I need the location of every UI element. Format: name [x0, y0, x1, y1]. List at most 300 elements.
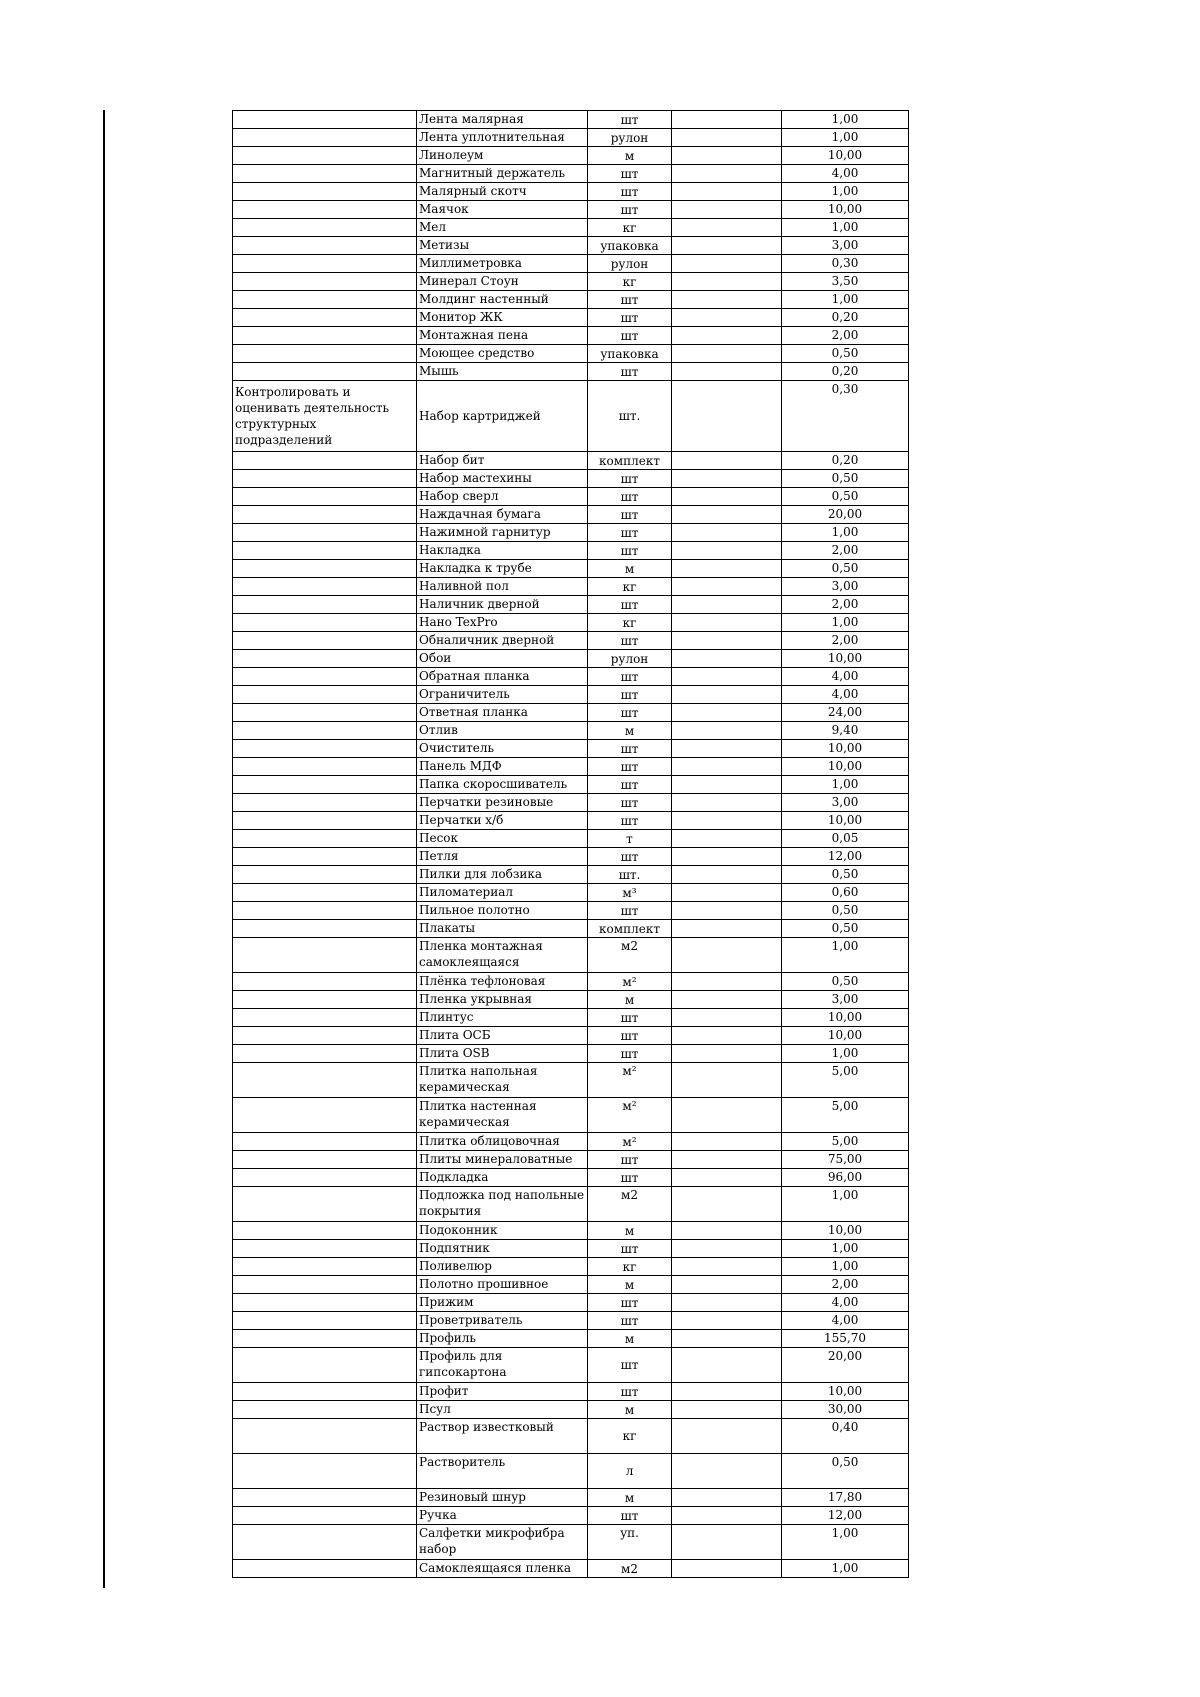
quantity-cell: 1,00 — [782, 291, 909, 309]
quantity-cell: 5,00 — [782, 1063, 909, 1098]
table-row — [233, 1330, 909, 1348]
empty-cell — [672, 991, 782, 1009]
material-name-cell: Минерал Стоун — [417, 273, 588, 291]
department-cell — [233, 147, 417, 165]
empty-cell — [672, 1098, 782, 1133]
material-name-cell: Нано TexPro — [417, 614, 588, 632]
department-cell — [233, 1330, 417, 1348]
table-row — [233, 1063, 909, 1098]
material-name-cell: Лента малярная — [417, 111, 588, 129]
material-name-cell: Резиновый шнур — [417, 1489, 588, 1507]
quantity-cell: 10,00 — [782, 1027, 909, 1045]
table-row — [233, 758, 909, 776]
department-cell — [233, 830, 417, 848]
unit-cell: шт — [588, 1151, 672, 1169]
quantity-cell: 10,00 — [782, 201, 909, 219]
empty-cell — [672, 183, 782, 201]
quantity-cell: 3,00 — [782, 237, 909, 255]
material-name-cell: Набор сверл — [417, 488, 588, 506]
empty-cell — [672, 1560, 782, 1578]
unit-cell: шт — [588, 740, 672, 758]
empty-cell — [672, 578, 782, 596]
table-row — [233, 1027, 909, 1045]
material-name-cell: Набор мастехины — [417, 470, 588, 488]
department-cell — [233, 1063, 417, 1098]
table-row — [233, 740, 909, 758]
quantity-cell: 1,00 — [782, 614, 909, 632]
empty-cell — [672, 1169, 782, 1187]
empty-cell — [672, 1330, 782, 1348]
unit-cell: м³ — [588, 884, 672, 902]
quantity-cell: 10,00 — [782, 758, 909, 776]
department-cell — [233, 291, 417, 309]
quantity-cell: 12,00 — [782, 1507, 909, 1525]
table-row — [233, 381, 909, 452]
unit-cell: м — [588, 1276, 672, 1294]
empty-cell — [672, 1419, 782, 1454]
material-name-cell: Профиль для гипсокартона — [417, 1348, 588, 1383]
table-row — [233, 524, 909, 542]
material-name-cell: Очиститель — [417, 740, 588, 758]
quantity-cell: 1,00 — [782, 1240, 909, 1258]
material-name-cell: Метизы — [417, 237, 588, 255]
unit-cell: шт — [588, 794, 672, 812]
unit-cell: шт — [588, 1294, 672, 1312]
material-name-cell: Плинтус — [417, 1009, 588, 1027]
unit-cell: м² — [588, 1133, 672, 1151]
material-name-cell: Моющее средство — [417, 345, 588, 363]
empty-cell — [672, 614, 782, 632]
empty-cell — [672, 1348, 782, 1383]
empty-cell — [672, 111, 782, 129]
table-row — [233, 1294, 909, 1312]
empty-cell — [672, 470, 782, 488]
department-cell — [233, 1312, 417, 1330]
quantity-cell: 1,00 — [782, 1560, 909, 1578]
material-name-cell: Пильное полотно — [417, 902, 588, 920]
table-row — [233, 488, 909, 506]
material-name-cell: Миллиметровка — [417, 255, 588, 273]
table-row — [233, 1401, 909, 1419]
unit-cell: шт — [588, 686, 672, 704]
unit-cell: шт — [588, 1383, 672, 1401]
unit-cell: шт — [588, 111, 672, 129]
empty-cell — [672, 740, 782, 758]
department-cell — [233, 1560, 417, 1578]
department-cell — [233, 273, 417, 291]
material-name-cell: Плиты минераловатные — [417, 1151, 588, 1169]
quantity-cell: 3,00 — [782, 578, 909, 596]
unit-cell: кг — [588, 614, 672, 632]
unit-cell: м² — [588, 1063, 672, 1098]
department-cell — [233, 1294, 417, 1312]
material-name-cell: Обои — [417, 650, 588, 668]
quantity-cell: 3,50 — [782, 273, 909, 291]
department-cell — [233, 1525, 417, 1560]
unit-cell: шт — [588, 488, 672, 506]
quantity-cell: 1,00 — [782, 1045, 909, 1063]
material-name-cell: Отлив — [417, 722, 588, 740]
table-row — [233, 1383, 909, 1401]
quantity-cell: 2,00 — [782, 327, 909, 345]
table-row — [233, 1525, 909, 1560]
department-cell — [233, 1383, 417, 1401]
quantity-cell: 4,00 — [782, 165, 909, 183]
unit-cell: шт — [588, 812, 672, 830]
unit-cell: рулон — [588, 255, 672, 273]
department-cell — [233, 327, 417, 345]
quantity-cell: 0,50 — [782, 902, 909, 920]
unit-cell: упаковка — [588, 237, 672, 255]
quantity-cell: 10,00 — [782, 650, 909, 668]
department-cell — [233, 991, 417, 1009]
department-cell — [233, 938, 417, 973]
department-cell — [233, 363, 417, 381]
material-name-cell: Пиломатериал — [417, 884, 588, 902]
table-row — [233, 183, 909, 201]
empty-cell — [672, 1027, 782, 1045]
empty-cell — [672, 255, 782, 273]
department-cell — [233, 506, 417, 524]
quantity-cell: 0,50 — [782, 920, 909, 938]
quantity-cell: 1,00 — [782, 524, 909, 542]
unit-cell: м² — [588, 1098, 672, 1133]
empty-cell — [672, 830, 782, 848]
material-name-cell: Подложка под напольные покрытия — [417, 1187, 588, 1222]
department-cell — [233, 596, 417, 614]
quantity-cell: 10,00 — [782, 812, 909, 830]
quantity-cell: 0,50 — [782, 345, 909, 363]
empty-cell — [672, 201, 782, 219]
quantity-cell: 1,00 — [782, 111, 909, 129]
unit-cell: шт — [588, 848, 672, 866]
material-name-cell: Псул — [417, 1401, 588, 1419]
department-cell — [233, 524, 417, 542]
unit-cell: шт — [588, 1009, 672, 1027]
material-name-cell: Молдинг настенный — [417, 291, 588, 309]
unit-cell: кг — [588, 273, 672, 291]
empty-cell — [672, 1312, 782, 1330]
unit-cell: м — [588, 147, 672, 165]
empty-cell — [672, 650, 782, 668]
department-cell — [233, 722, 417, 740]
table-row — [233, 1169, 909, 1187]
department-cell — [233, 1098, 417, 1133]
table-row — [233, 1098, 909, 1133]
table-row — [233, 1187, 909, 1222]
department-cell — [233, 219, 417, 237]
quantity-cell: 0,20 — [782, 309, 909, 327]
materials-table-body — [233, 111, 909, 1578]
table-row — [233, 470, 909, 488]
material-name-cell: Пленка укрывная — [417, 991, 588, 1009]
table-row — [233, 1222, 909, 1240]
quantity-cell: 10,00 — [782, 1383, 909, 1401]
table-row — [233, 1258, 909, 1276]
page-margin-line — [103, 110, 105, 1588]
department-cell — [233, 1027, 417, 1045]
table-row — [233, 686, 909, 704]
material-name-cell: Плита OSB — [417, 1045, 588, 1063]
empty-cell — [672, 165, 782, 183]
empty-cell — [672, 1151, 782, 1169]
quantity-cell: 2,00 — [782, 1276, 909, 1294]
material-name-cell: Раствор известковый — [417, 1419, 588, 1454]
quantity-cell: 20,00 — [782, 506, 909, 524]
empty-cell — [672, 1009, 782, 1027]
department-cell — [233, 255, 417, 273]
material-name-cell: Набор картриджей — [417, 381, 588, 452]
table-row — [233, 327, 909, 345]
quantity-cell: 75,00 — [782, 1151, 909, 1169]
material-name-cell: Проветриватель — [417, 1312, 588, 1330]
department-cell — [233, 776, 417, 794]
table-row — [233, 291, 909, 309]
material-name-cell: Плёнка тефлоновая — [417, 973, 588, 991]
unit-cell: м — [588, 991, 672, 1009]
material-name-cell: Малярный скотч — [417, 183, 588, 201]
quantity-cell: 9,40 — [782, 722, 909, 740]
empty-cell — [672, 722, 782, 740]
unit-cell: шт. — [588, 381, 672, 452]
department-cell — [233, 1151, 417, 1169]
department-cell — [233, 1401, 417, 1419]
empty-cell — [672, 1063, 782, 1098]
quantity-cell: 10,00 — [782, 1009, 909, 1027]
empty-cell — [672, 488, 782, 506]
unit-cell: шт — [588, 165, 672, 183]
table-row — [233, 902, 909, 920]
material-name-cell: Профит — [417, 1383, 588, 1401]
material-name-cell: Магнитный держатель — [417, 165, 588, 183]
material-name-cell: Накладка — [417, 542, 588, 560]
quantity-cell: 1,00 — [782, 219, 909, 237]
unit-cell: м2 — [588, 1560, 672, 1578]
quantity-cell: 1,00 — [782, 938, 909, 973]
table-row — [233, 866, 909, 884]
quantity-cell: 3,00 — [782, 991, 909, 1009]
empty-cell — [672, 219, 782, 237]
table-row — [233, 1507, 909, 1525]
department-cell — [233, 794, 417, 812]
table-row — [233, 147, 909, 165]
table-row — [233, 830, 909, 848]
unit-cell: кг — [588, 219, 672, 237]
material-name-cell: Подпятник — [417, 1240, 588, 1258]
table-row — [233, 560, 909, 578]
department-cell — [233, 740, 417, 758]
unit-cell: л — [588, 1454, 672, 1489]
table-row — [233, 1009, 909, 1027]
quantity-cell: 0,50 — [782, 488, 909, 506]
material-name-cell: Панель МДФ — [417, 758, 588, 776]
unit-cell: рулон — [588, 650, 672, 668]
quantity-cell: 20,00 — [782, 1348, 909, 1383]
table-row — [233, 722, 909, 740]
material-name-cell: Салфетки микрофибра набор — [417, 1525, 588, 1560]
empty-cell — [672, 938, 782, 973]
quantity-cell: 0,20 — [782, 363, 909, 381]
table-row — [233, 452, 909, 470]
quantity-cell: 0,40 — [782, 1419, 909, 1454]
empty-cell — [672, 1258, 782, 1276]
quantity-cell: 2,00 — [782, 632, 909, 650]
department-cell — [233, 1045, 417, 1063]
table-row — [233, 938, 909, 973]
table-row — [233, 1133, 909, 1151]
material-name-cell: Плитка настенная керамическая — [417, 1098, 588, 1133]
unit-cell: шт — [588, 902, 672, 920]
quantity-cell: 1,00 — [782, 1187, 909, 1222]
table-row — [233, 614, 909, 632]
department-cell — [233, 183, 417, 201]
table-row — [233, 255, 909, 273]
material-name-cell: Плитка напольная керамическая — [417, 1063, 588, 1098]
unit-cell: шт — [588, 1045, 672, 1063]
material-name-cell: Наливной пол — [417, 578, 588, 596]
unit-cell: комплект — [588, 920, 672, 938]
department-cell — [233, 111, 417, 129]
table-row — [233, 920, 909, 938]
table-row — [233, 1045, 909, 1063]
quantity-cell: 10,00 — [782, 740, 909, 758]
empty-cell — [672, 452, 782, 470]
empty-cell — [672, 273, 782, 291]
material-name-cell: Петля — [417, 848, 588, 866]
empty-cell — [672, 848, 782, 866]
quantity-cell: 3,00 — [782, 794, 909, 812]
table-row — [233, 973, 909, 991]
quantity-cell: 0,50 — [782, 560, 909, 578]
material-name-cell: Наличник дверной — [417, 596, 588, 614]
empty-cell — [672, 686, 782, 704]
quantity-cell: 1,00 — [782, 776, 909, 794]
empty-cell — [672, 309, 782, 327]
material-name-cell: Плита ОСБ — [417, 1027, 588, 1045]
material-name-cell: Накладка к трубе — [417, 560, 588, 578]
material-name-cell: Линолеум — [417, 147, 588, 165]
table-row — [233, 794, 909, 812]
quantity-cell: 1,00 — [782, 1525, 909, 1560]
table-row — [233, 1348, 909, 1383]
material-name-cell: Самоклеящаяся пленка — [417, 1560, 588, 1578]
quantity-cell: 0,30 — [782, 381, 909, 452]
empty-cell — [672, 776, 782, 794]
unit-cell: шт — [588, 1169, 672, 1187]
material-name-cell: Подоконник — [417, 1222, 588, 1240]
department-cell — [233, 1276, 417, 1294]
table-row — [233, 363, 909, 381]
unit-cell: шт — [588, 1312, 672, 1330]
department-cell — [233, 668, 417, 686]
table-row — [233, 884, 909, 902]
quantity-cell: 0,50 — [782, 866, 909, 884]
department-cell — [233, 758, 417, 776]
unit-cell: м — [588, 1222, 672, 1240]
empty-cell — [672, 668, 782, 686]
quantity-cell: 10,00 — [782, 147, 909, 165]
material-name-cell: Обратная планка — [417, 668, 588, 686]
department-cell — [233, 1489, 417, 1507]
empty-cell — [672, 506, 782, 524]
quantity-cell: 12,00 — [782, 848, 909, 866]
material-name-cell: Плитка облицовочная — [417, 1133, 588, 1151]
department-cell — [233, 345, 417, 363]
material-name-cell: Перчатки х/б — [417, 812, 588, 830]
unit-cell: т — [588, 830, 672, 848]
material-name-cell: Растворитель — [417, 1454, 588, 1489]
quantity-cell: 4,00 — [782, 668, 909, 686]
material-name-cell: Ручка — [417, 1507, 588, 1525]
table-row — [233, 309, 909, 327]
material-name-cell: Монтажная пена — [417, 327, 588, 345]
quantity-cell: 10,00 — [782, 1222, 909, 1240]
quantity-cell: 4,00 — [782, 686, 909, 704]
material-name-cell: Ответная планка — [417, 704, 588, 722]
quantity-cell: 0,05 — [782, 830, 909, 848]
unit-cell: уп. — [588, 1525, 672, 1560]
quantity-cell: 30,00 — [782, 1401, 909, 1419]
quantity-cell: 1,00 — [782, 183, 909, 201]
empty-cell — [672, 1222, 782, 1240]
empty-cell — [672, 1507, 782, 1525]
table-row — [233, 111, 909, 129]
quantity-cell: 4,00 — [782, 1294, 909, 1312]
table-row — [233, 542, 909, 560]
table-row — [233, 1419, 909, 1454]
unit-cell: шт — [588, 758, 672, 776]
department-cell — [233, 848, 417, 866]
empty-cell — [672, 632, 782, 650]
table-row — [233, 848, 909, 866]
department-cell — [233, 650, 417, 668]
material-name-cell: Подкладка — [417, 1169, 588, 1187]
unit-cell: кг — [588, 1258, 672, 1276]
table-row — [233, 201, 909, 219]
quantity-cell: 96,00 — [782, 1169, 909, 1187]
table-row — [233, 129, 909, 147]
material-name-cell: Папка скоросшиватель — [417, 776, 588, 794]
unit-cell: шт — [588, 506, 672, 524]
department-cell — [233, 488, 417, 506]
table-row — [233, 165, 909, 183]
table-row — [233, 1312, 909, 1330]
quantity-cell: 4,00 — [782, 1312, 909, 1330]
department-cell — [233, 165, 417, 183]
department-cell — [233, 632, 417, 650]
empty-cell — [672, 596, 782, 614]
unit-cell: комплект — [588, 452, 672, 470]
unit-cell: шт — [588, 201, 672, 219]
empty-cell — [672, 147, 782, 165]
empty-cell — [672, 1525, 782, 1560]
unit-cell: шт — [588, 183, 672, 201]
empty-cell — [672, 237, 782, 255]
material-name-cell: Пленка монтажная самоклеящаяся — [417, 938, 588, 973]
material-name-cell: Пилки для лобзика — [417, 866, 588, 884]
department-cell — [233, 201, 417, 219]
quantity-cell: 2,00 — [782, 542, 909, 560]
material-name-cell: Прижим — [417, 1294, 588, 1312]
empty-cell — [672, 1294, 782, 1312]
empty-cell — [672, 1454, 782, 1489]
unit-cell: шт — [588, 327, 672, 345]
empty-cell — [672, 1045, 782, 1063]
empty-cell — [672, 1240, 782, 1258]
quantity-cell: 17,80 — [782, 1489, 909, 1507]
empty-cell — [672, 542, 782, 560]
empty-cell — [672, 524, 782, 542]
